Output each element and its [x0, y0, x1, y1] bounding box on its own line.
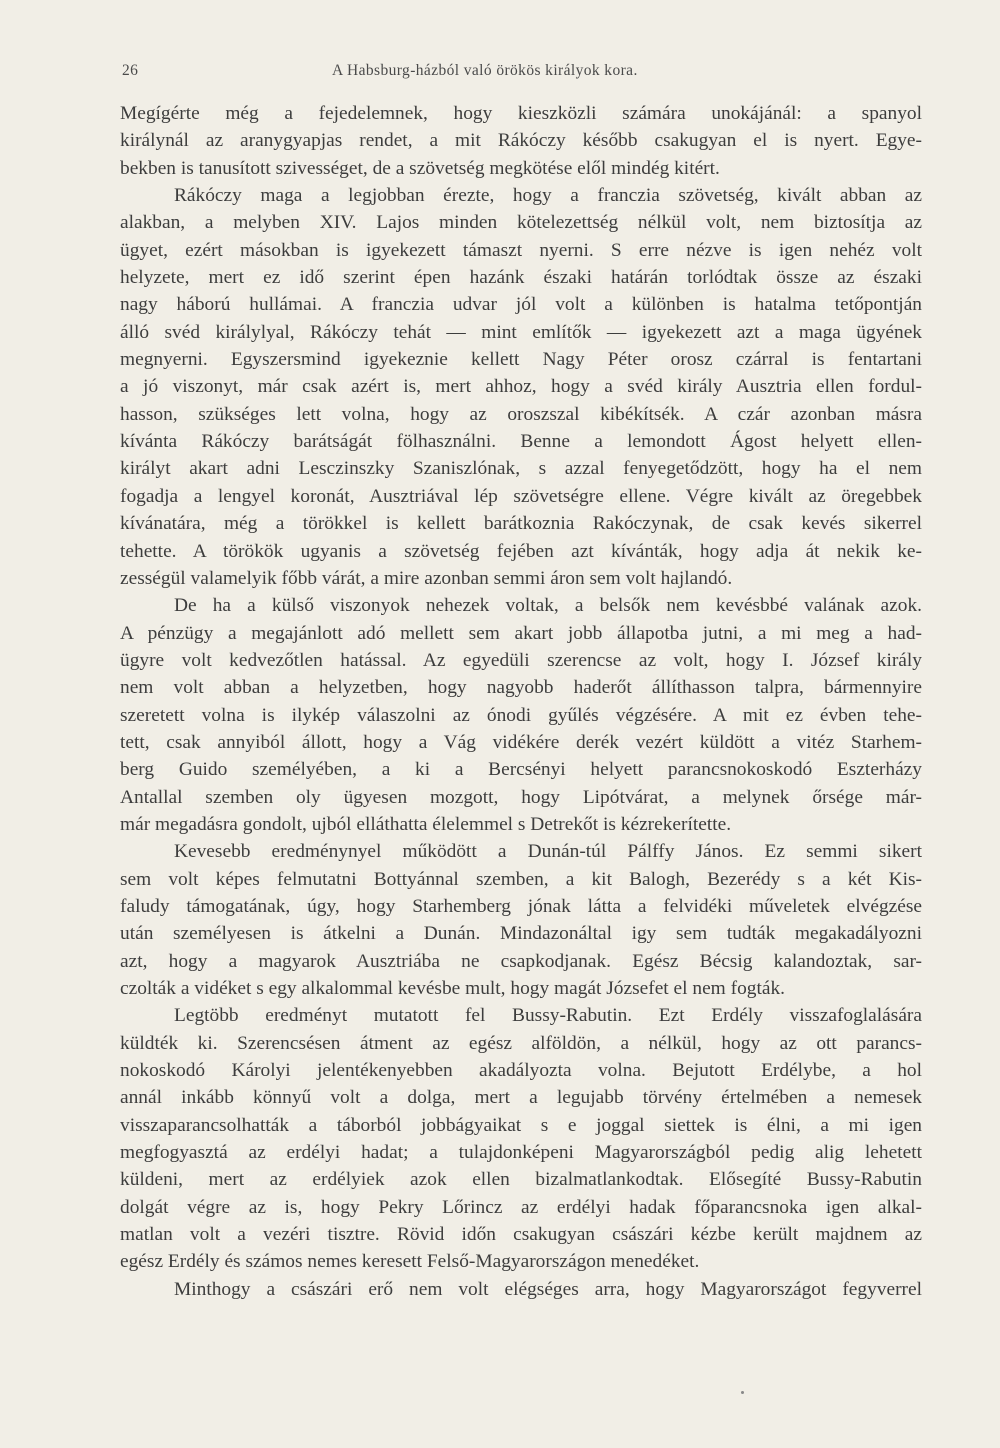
text-line: kívánatára, még a törökkel is kellett barátkoznia Rakóczynak, de csak kevés sikerrel — [120, 513, 922, 535]
paragraph — [120, 592, 922, 838]
paragraph — [120, 182, 922, 592]
text-line: királyt akart adni Lesczinszky Szaniszlónak, s azzal fenyegetődzött, hogy ha el nem — [120, 458, 922, 480]
page-header — [122, 62, 910, 86]
text-line: faludy támogatának, úgy, hogy Starhemberg jónak látta a felvidéki műveletek elvégzése — [120, 895, 922, 917]
text-line: De ha a külső viszonyok nehezek voltak, a belsők nem kevésbbé valának azok. — [174, 595, 922, 617]
paragraph — [120, 1002, 922, 1275]
text-line: zességül valamelyik főbb várát, a mire azonban semmi áron sem volt hajlandó. — [120, 567, 733, 589]
running-title: A Habsburg-házból való örökös királyok kora. — [332, 62, 638, 79]
text-line: azt, hogy a magyarok Ausztriába ne csapkodjanak. Egész Bécsig kalandoztak, sar- — [120, 950, 922, 972]
text-line: küldték ki. Szerencsésen átment az egész alföldön, a nélkül, hogy az ott parancs- — [120, 1032, 922, 1054]
text-line: álló svéd királylyal, Rákóczy tehát — mint említők — igyekezett azt a maga ügyének — [120, 321, 922, 343]
text-line: czolták a vidéket s egy alkalommal kevésbe mult, hogy magát Józsefet el nem fogták. — [120, 978, 785, 999]
text-line: megnyerni. Egyszersmind igyekeznie kellett Nagy Péter orosz czárral is fentartani — [120, 349, 922, 371]
text-line: matlan volt a vezéri tisztre. Rövid időn csakugyan császári kézbe került majdnem az — [120, 1224, 922, 1246]
text-line: helyzete, mert ez idő szerint épen hazánk északi határán torlódtak össze az északi — [120, 267, 922, 289]
text-line: hasson, szükséges lett volna, hogy az oroszszal kibékítsék. A czár azonban másra — [120, 403, 922, 425]
text-line: sem volt képes felmutatni Bottyánnal szemben, a kit Balogh, Bezerédy s a két Kis- — [120, 868, 922, 890]
text-line: már megadásra gondolt, ujból elláthatta élelemmel s Detrekőt is kézrekerítette. — [120, 813, 732, 835]
body-text — [120, 100, 922, 1303]
text-line: A pénzügy a megajánlott adó mellett sem akart jobb állapotba jutni, a mi meg a had- — [120, 622, 922, 644]
text-line: berg Guido személyében, a ki a Bercsényi helyett parancsnokoskodó Eszterházy — [120, 759, 922, 781]
text-line: küldeni, mert az erdélyiek azok ellen bizalmatlankodtak. Elősegíté Bussy-Rabutin — [120, 1169, 922, 1191]
text-line: kívánta Rákóczy barátságát fölhasználni. Benne a lemondott Ágost helyett ellen- — [120, 431, 922, 453]
text-line: Rákóczy maga a legjobban érezte, hogy a franczia szövetség, kivált abban az — [174, 185, 922, 207]
text-line: Kevesebb eredménynyel működött a Dunán-túl Pálffy János. Ez semmi sikert — [174, 841, 922, 863]
text-line: annál inkább könnyű volt a dolga, mert a legujabb törvény értelmében a nemesek — [120, 1087, 922, 1109]
text-line: Minthogy a császári erő nem volt elégséges arra, hogy Magyarországot fegyverrel — [174, 1278, 922, 1300]
text-line: megfogyasztá az erdélyi hadat; a tulajdonképeni Magyarországból pedig alig lehetett — [120, 1142, 922, 1164]
text-line: Megígérte még a fejedelemnek, hogy kieszközli számára unokájánál: a spanyol — [120, 103, 922, 124]
text-line: nem volt abban a helyzetben, hogy nagyobb haderőt állíthasson talpra, bármennyire — [120, 677, 922, 699]
text-line: visszaparancsolhatták a táborból jobbágyaikat s e joggal siettek is élni, a mi igen — [120, 1114, 922, 1136]
text-line: ügyet, ezért másokban is igyekezett támaszt nyerni. S erre nézve is igen nehéz volt — [120, 239, 922, 261]
text-line: fogadja a lengyel koronát, Ausztriával lép szövetségre ellene. Végre kivált az öregebbek — [120, 485, 922, 507]
text-line: a jó viszonyt, már csak azért is, mert ahhoz, hogy a svéd király Ausztria ellen fordul- — [120, 376, 922, 398]
text-line: királynál az aranygyapjas rendet, a mit Rákóczy később csakugyan el is nyert. Egye- — [120, 130, 922, 152]
text-line: szeretett volna is ilykép válaszolni az ónodi gyűlés végzésére. A mit ez évben tehe- — [120, 704, 922, 726]
paragraph — [120, 1276, 922, 1303]
page-number: 26 — [122, 62, 139, 79]
paragraph — [120, 838, 922, 1002]
text-line: nagy háború hullámai. A franczia udvar jól volt a különben is hatalma tetőpontján — [120, 294, 922, 316]
text-line: tett, csak annyiból állott, hogy a Vág vidékére derék vezért küldött a vitéz Starhem- — [120, 731, 922, 753]
text-line: Legtöbb eredményt mutatott fel Bussy-Rabutin. Ezt Erdély visszafoglalására — [174, 1005, 922, 1027]
paragraph — [120, 100, 922, 182]
text-line: alakban, a melyben XIV. Lajos minden kötelezettség nélkül volt, nem biztosítja az — [120, 212, 922, 234]
text-line: bekben is tanusított szivességet, de a szövetség megkötése elől mindég kitért. — [120, 157, 720, 179]
text-line: tehette. A törökök ugyanis a szövetség fejében azt kívánták, hogy adja át nekik ke- — [120, 540, 922, 562]
text-line: egész Erdély és számos nemes keresett Felső-Magyarországon menedéket. — [120, 1251, 700, 1273]
text-line: után személyesen is átkelni a Dunán. Mindazonáltal igy sem tudták megakadályozni — [120, 923, 922, 945]
text-line: nokoskodó Károlyi jelentékenyebben akadályozta volna. Bejutott Erdélybe, a hol — [120, 1060, 922, 1082]
text-line: Antallal szemben oly ügyesen mozgott, hogy Lipótvárat, a melynek őrsége már- — [120, 786, 922, 808]
text-line: dolgát végre az is, hogy Pekry Lőrincz az erdélyi hadak főparancsnoka igen alkal- — [120, 1196, 922, 1218]
print-speck — [741, 1391, 744, 1394]
text-line: ügyre volt kedvezőtlen hatással. Az egyedüli szerencse az volt, hogy I. József király — [120, 649, 922, 671]
